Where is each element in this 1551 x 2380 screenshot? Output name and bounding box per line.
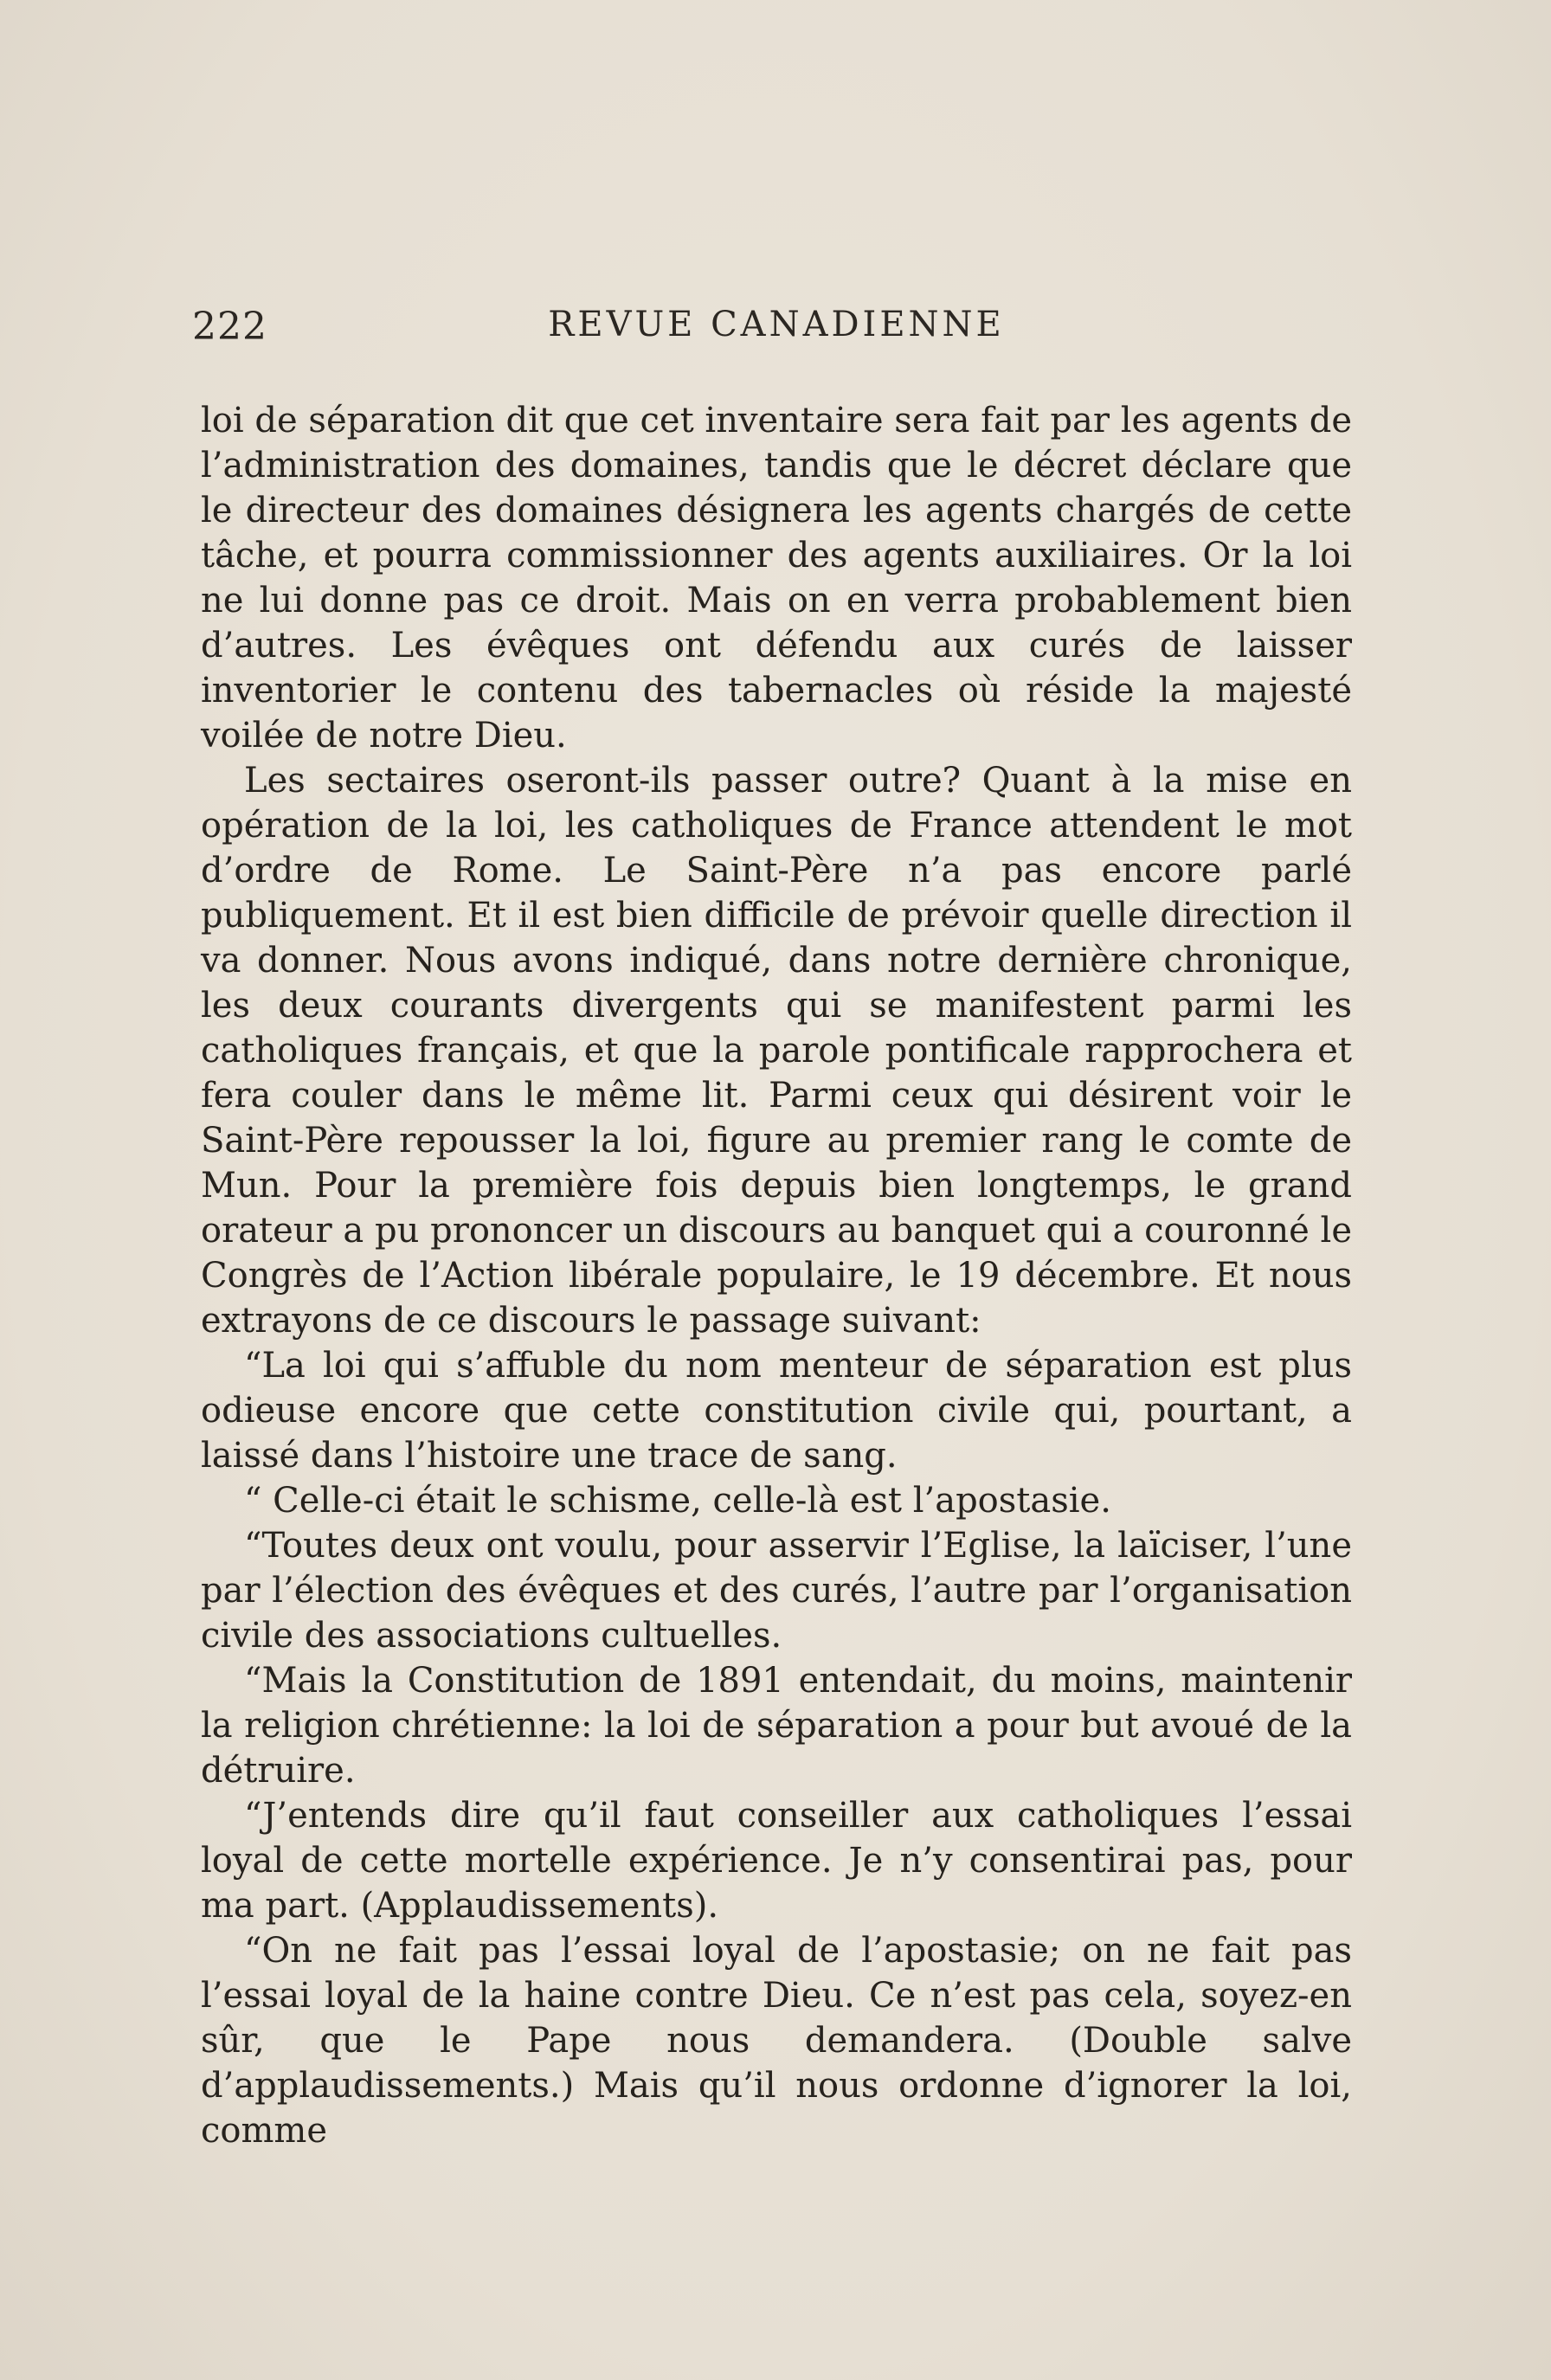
- quote-paragraph: “Toutes deux ont voulu, pour asservir l’Eglise, la laïciser, l’une par l’élection des évêques et des curés, l’autre par l’organisation civile des associations cultuelles.: [201, 1526, 1352, 1656]
- page-number: 222: [192, 305, 267, 349]
- quote-paragraph: “La loi qui s’affuble du nom menteur de séparation est plus odieuse encore que cette constitution civile qui, pourtant, a laissé dans l’histoire une trace de sang.: [201, 1346, 1352, 1476]
- quote-paragraph: “J’entends dire qu’il faut conseiller aux catholiques l’essai loyal de cette mortelle expérience. Je n’y consentirai pas, pour ma part. (Applaudissements).: [201, 1796, 1352, 1926]
- quote-paragraph: “ Celle-ci était le schisme, celle-là est l’apostasie.: [244, 1481, 1111, 1521]
- running-title: REVUE CANADIENNE: [548, 305, 1005, 344]
- quote-paragraph: “On ne fait pas l’essai loyal de l’apostasie; on ne fait pas l’essai loyal de la haine contre Dieu. Ce n’est pas cela, soyez-en sûr, que le Pape nous demandera. (Double salve d’applaudissements.) Mais qu’il nous ordonne d’ignorer la loi, comme: [201, 1931, 1352, 2151]
- page-header: [192, 305, 1361, 365]
- paragraph: Les sectaires oseront-ils passer outre? Quant à la mise en opération de la loi, les catholiques de France attendent le mot d’ordre de Rome. Le Saint-Père n’a pas encore parlé publiquement. Et il est bien difficile de prévoir quelle direction il va donner. Nous avons indiqué, dans notre dernière chronique, les deux courants divergents qui se manifestent parmi les catholiques français, et que la parole pontificale rapprochera et fera couler dans le même lit. Parmi ceux qui désirent voir le Saint-Père repousser la loi, figure au premier rang le comte de Mun. Pour la première fois depuis bien longtemps, le grand orateur a pu prononcer un discours au banquet qui a couronné le Congrès de l’Action libérale populaire, le 19 décembre. Et nous extrayons de ce discours le passage suivant:: [201, 761, 1352, 1341]
- body-text: [201, 398, 1352, 2153]
- quote-paragraph: “Mais la Constitution de 1891 entendait, du moins, maintenir la religion chrétienne: la loi de séparation a pour but avoué de la détruire.: [201, 1661, 1352, 1791]
- paragraph: loi de séparation dit que cet inventaire sera fait par les agents de l’administration des domaines, tandis que le décret déclare que le directeur des domaines désignera les agents chargés de cette tâche, et pourra commissionner des agents auxiliaires. Or la loi ne lui donne pas ce droit. Mais on en verra probablement bien d’autres. Les évêques ont défendu aux curés de laisser inventorier le contenu des tabernacles où réside la majesté voilée de notre Dieu.: [201, 401, 1352, 756]
